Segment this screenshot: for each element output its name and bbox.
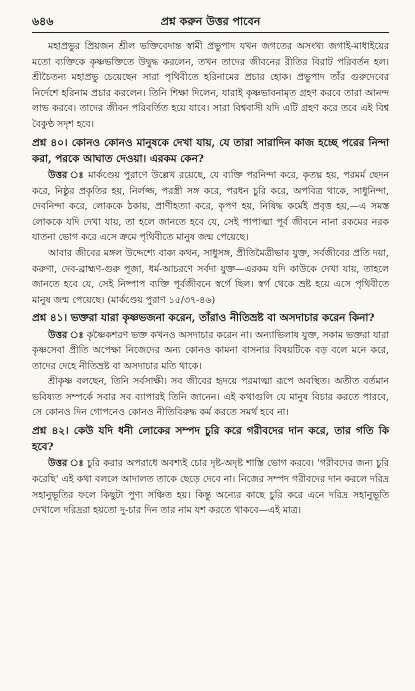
answer-42-text: চুরি করার অপরাধে অবশ্যই চোর দৃষ্ট-অদৃষ্ট শাস্তি ভোগ করবে। 'গরীবদের জন্য চুরি করেছি' এই কথা বললে আদালত তাকে ছেড়ে দেবে না। নিজের সম্পদ গরীবদের দান করলে দরিদ্র সহানুভূতির ফলে কিছুটা পুণ্য সঞ্চিত হয়। কিন্তু অন্যের কাছে চুরি করে এনে দরিদ্র সহানুভূতি দেখালে দরিদ্ররা হয়তো দু-চার দিন তার নাম যশ করতে থাকবে—এই মাত্র।	[32, 458, 390, 517]
question-41: প্রশ্ন ৪১। ভক্তরা যারা কৃষ্ণভজনা করেন, তাঁরাও নীতিভ্রষ্ট বা অসদাচার করেন কিনা?	[32, 312, 375, 325]
answer-label: উত্তর ঃ	[48, 329, 84, 341]
answer-41-continued: শ্রীকৃষ্ণ বলছেন, তিনি সর্বসাক্ষী। সব জীবের হৃদয়ে পরমাত্মা রূপে অবস্থিত। অতীত বর্তমান ভবিষ্যত সম্পর্কে সবার সব ব্যাপারই তিনি জানেন। এই কথাগুলি যে মানুষ বিচার করতে পারবে, সে কোনও দিন গোপনেও কোনও নীতিবিরুদ্ধ কর্ম করতে সমর্থ হবে না।	[32, 376, 389, 419]
answer-42	[32, 456, 389, 518]
running-title: প্রশ্ন করুন উত্তর পাবেন	[160, 15, 261, 28]
page-header	[32, 10, 389, 33]
question-40: প্রশ্ন ৪০। কোনও কোনও মানুষকে দেখা যায়, যে তারা সারাদিন কাজ হচ্ছে পরের নিন্দা করা, পরকে আঘাত দেওয়া। এরকম কেন?	[32, 136, 389, 165]
answer-40-continued: আবার জীবের মঙ্গল উদ্দেশ্যে বাক্য কথন, সাধুসঙ্গ, প্রীতিমৈত্রীভাব যুক্ত, সর্বজীবের প্রতি দয়া, করুণা, দেব-ব্রাহ্মণ-গুরু পূজা, ধর্ম-আচরণে সর্বদা যুক্ত—এরকম যদি কাউকে দেখা যায়, তাহলে জানতে হবে যে, সেই নিষ্পাপ ব্যক্তি পূর্বজীবনে স্বর্গে ছিল। স্বর্গ থেকে ভ্রষ্ট হয়ে এসে পৃথিবীতে মানুষ জন্ম পেয়েছে। (মার্কণ্ডেয় পুরাণ ১৫/৩৭-৪৬)	[32, 247, 389, 306]
answer-40-text: মার্কণ্ডেয় পুরাণে উল্লেখ রয়েছে, যে ব্যক্তি পরনিন্দা করে, কৃতঘ্ন হয়, পরমর্ম ছেদন করে, নিষ্ঠুর প্রকৃতির হয়, নির্লজ্জ, পরস্ত্রী সঙ্গ করে, পরধন চুরি করে, অপবিত্র থাকে, সাধুনিন্দা, দেবনিন্দা করে, লোককে ঠকায়, প্রাণীহত্যা করে, কৃপণ হয়, নিষিদ্ধ কর্মেই প্রবৃত্ত হয়,—এ সমস্ত লোককে যদি দেখা যায়, তা হলে জানতে হবে যে, সেই পাপাত্মা পূর্ব জীবনে নানা রকমের নরক যাতনা ভোগ করে এসে ক্রমে পৃথিবীতে মানুষ জন্ম পেয়েছে।	[32, 169, 389, 244]
answer-41	[32, 328, 389, 375]
answer-label: উত্তর ঃ	[48, 458, 84, 470]
answer-41-text: কৃষ্ণৈকশরণ ভক্ত কখনও অসদাচার করেন না। অন্যাভিলাষ যুক্ত, সকাম ভক্তরা যারা কৃষ্ণসেবা প্রীতি অপেক্ষা নিজেদের অন্য কোনও কামনা বাসনার বিষয়টিকে বড় বলে মনে করে, তাদের দেহে নীতিভ্রষ্ট বা অসদাচার মতি থাকে।	[32, 329, 389, 372]
page-number: ৬৪৬	[32, 15, 54, 28]
answer-label: উত্তর ঃ	[48, 169, 85, 181]
question-42: প্রশ্ন ৪২। কেউ যদি ধনী লোকের সম্পদ চুরি করে গরীবদের দান করে, তার গতি কি হবে?	[32, 425, 389, 454]
paragraph-intro: মহাপ্রভুর প্রিয়জন শ্রীল ভক্তিবেদান্ত স্বামী প্রভুপাদ যখন জগতের অসংখ্য জগাই-মাধাইয়ের মতো ব্যক্তিকে কৃষ্ণভক্তিতে উদ্বুদ্ধ করলেন, তখন তাদের জীবনের রীতির বিরাট পরিবর্তন হল। শ্রীচৈতন্য মহাপ্রভু চেয়েছেন সারা পৃথিবীতে হরিনামের প্রচার হোক। প্রভুপাদ তাঁর গুরুদেবের নির্দেশে হরিনাম প্রচার করলেন। তিনি শিক্ষা দিলেন, যারাই কৃষ্ণভাবনামৃত গ্রহণ করবে তারা আনন্দ লাভ করবে। তাদের জীবন পরিবর্তিত হয়ে যাবে। সারা বিশ্ববাসী যদি এটি গ্রহণ করে তবে এই বিশ্ব বৈকুণ্ঠ সদৃশ হবে।	[32, 41, 389, 130]
answer-40	[32, 168, 389, 246]
